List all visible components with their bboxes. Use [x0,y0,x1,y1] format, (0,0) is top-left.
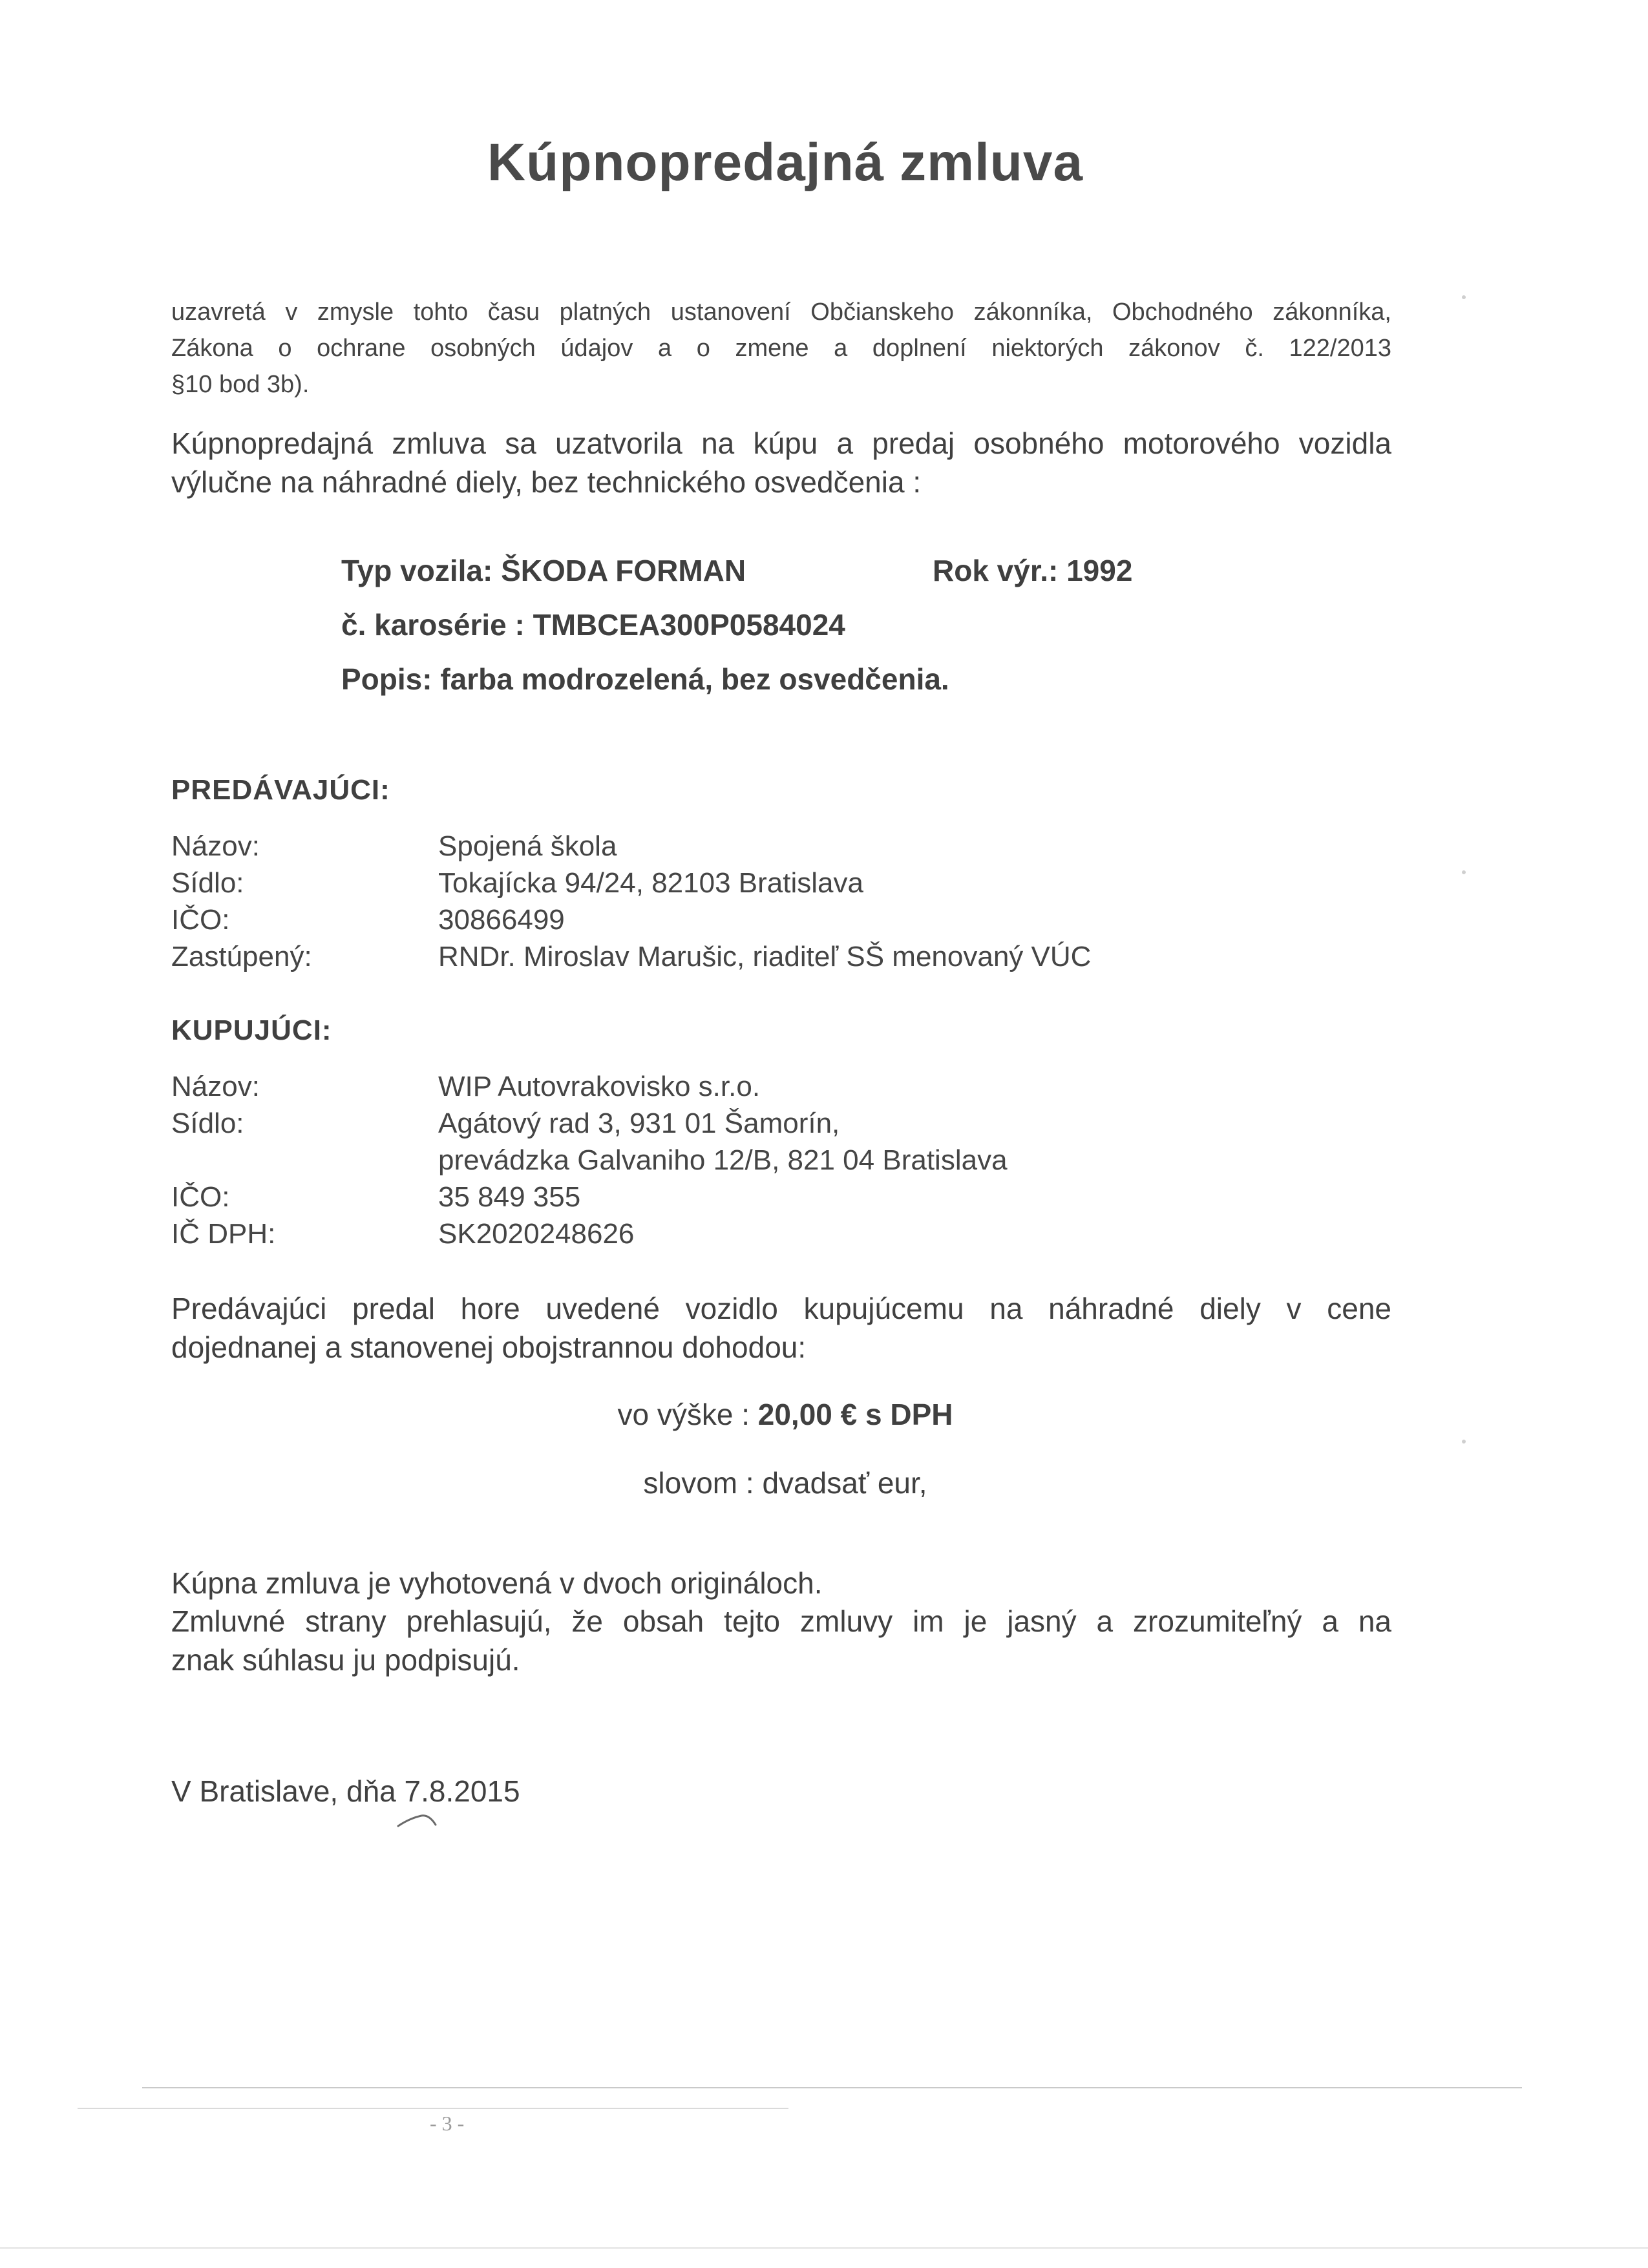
price-amount: 20,00 € s DPH [757,1398,953,1431]
vehicle-year-label: Rok výr.: [933,554,1059,587]
intro-paragraph [171,294,1391,403]
transfer-paragraph [171,1289,1391,1367]
price-in-words: slovom : dvadsať eur, [643,1466,927,1500]
seller-name-value: Spojená škola [438,830,617,862]
closing-paragraph [171,1602,1391,1679]
purpose-line: Kúpnopredajná zmluva sa uzatvorila na kúpu a predaj osobného motorového vozidla [171,426,1391,460]
buyer-vat-label: IČ DPH: [171,1218,276,1250]
buyer-ico-label: IČO: [171,1181,230,1213]
closing-line: znak súhlasu ju podpisujú. [171,1643,520,1677]
seller-name-label: Názov: [171,830,260,862]
price-label: vo výške : [617,1398,750,1431]
seller-seat-label: Sídlo: [171,867,244,899]
seller-ico-value: 30866499 [438,904,565,936]
intro-line: uzavretá v zmysle tohto času platných ustanovení Občianskeho zákonníka, Obchodného zákonníka, [171,299,1391,326]
seller-representative-value: RNDr. Miroslav Marušic, riaditeľ SŠ menovaný VÚC [438,941,1092,972]
seller-representative-label: Zastúpený: [171,941,312,972]
buyer-premises-value: prevádzka Galvaniho 12/B, 821 04 Bratislava [438,1144,1008,1176]
buyer-seat-label: Sídlo: [171,1108,244,1139]
transfer-line: Predávajúci predal hore uvedené vozidlo kupujúcemu na náhradné diely v cene [171,1292,1391,1325]
transfer-line: dojednanej a stanovenej obojstrannou dohodou: [171,1330,807,1364]
buyer-name-value: WIP Autovrakovisko s.r.o. [438,1071,761,1102]
intro-line: Zákona o ochrane osobných údajov a o zmene a doplnení niektorých zákonov č. 122/2013 [171,335,1391,362]
buyer-name-label: Názov: [171,1071,260,1102]
scan-speck [1462,295,1466,299]
footer-rule [142,2087,1522,2088]
scan-speck [1462,1440,1466,1444]
buyer-vat-value: SK2020248626 [438,1218,635,1250]
seller-seat-value: Tokajícka 94/24, 82103 Bratislava [438,867,863,899]
page-number: - 3 - [430,2112,465,2135]
vehicle-description: Popis: farba modrozelená, bez osvedčenia. [341,662,949,696]
price-line [0,1397,1570,1432]
seller-ico-label: IČO: [171,904,230,936]
buyer-heading: KUPUJÚCI: [171,1014,332,1046]
purpose-paragraph [171,424,1391,501]
buyer-seat-value: Agátový rad 3, 931 01 Šamorín, [438,1108,840,1139]
vehicle-year [933,553,1132,588]
purpose-line: výlučne na náhradné diely, bez technického osvedčenia : [171,465,922,499]
scan-edge-rule [0,2247,1648,2249]
seller-heading: PREDÁVAJÚCI: [171,774,390,806]
intro-line: §10 bod 3b). [171,371,310,398]
closing-line: Zmluvné strany prehlasujú, že obsah tejto zmluvy im je jasný a zrozumiteľný a na [171,1604,1391,1638]
vehicle-type: Typ vozila: ŠKODA FORMAN [341,554,746,587]
handwritten-tick [396,1811,447,1830]
vehicle-body-number: č. karosérie : TMBCEA300P0584024 [341,608,845,642]
closing-line: Kúpna zmluva je vyhotovená v dvoch origináloch. [171,1566,823,1600]
vehicle-year-value: 1992 [1066,554,1133,587]
footer-rule-faint [78,2108,788,2109]
document-title: Kúpnopredajná zmluva [487,133,1084,192]
place-date: V Bratislave, dňa 7.8.2015 [171,1774,520,1808]
scan-speck [1462,870,1466,874]
buyer-ico-value: 35 849 355 [438,1181,581,1213]
